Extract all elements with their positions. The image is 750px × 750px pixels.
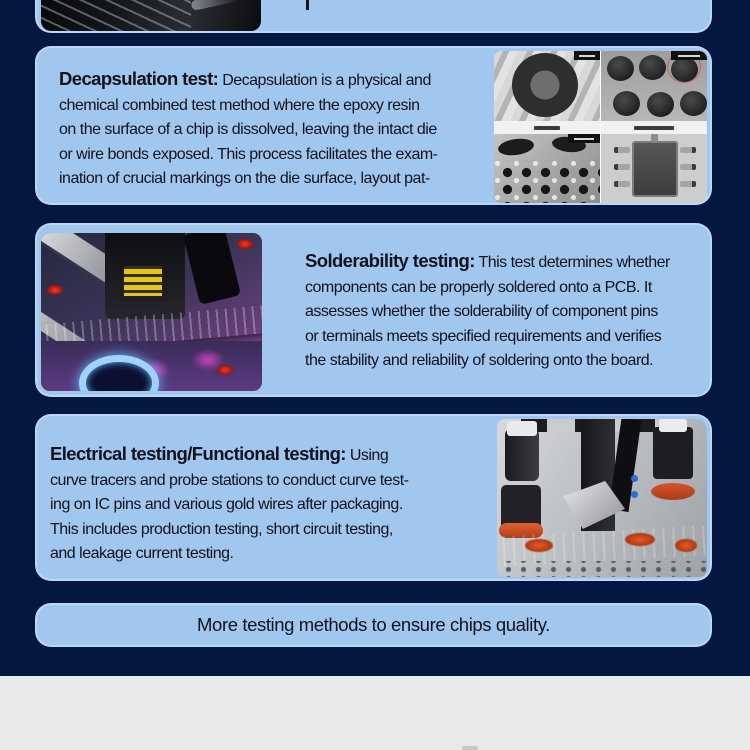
corner-tag [671, 51, 707, 60]
electrical-text [50, 442, 500, 567]
blue-dot [631, 475, 638, 482]
section-solderability-testing [35, 223, 712, 397]
orange-disc [651, 483, 695, 500]
dark-ring-shape [512, 53, 578, 117]
decapsulation-text [59, 67, 504, 192]
caption-strip [494, 121, 600, 134]
body-line: the stability and reliability of soldering onto the board. [305, 352, 654, 369]
banner-text: More testing methods to ensure chips quality. [197, 614, 550, 635]
photo-streaks [41, 0, 191, 31]
cut-off-text-remnant [306, 0, 309, 10]
motor-cap [507, 421, 537, 436]
caption-mark [534, 126, 560, 130]
red-blob [675, 539, 697, 552]
solderability-text [305, 249, 710, 374]
hole-dots [494, 160, 600, 204]
corner-tag [568, 134, 600, 143]
solder-ball [607, 56, 634, 81]
motor [505, 429, 539, 481]
body-line: assesses whether the solderability of component pins [305, 303, 658, 320]
electrical-title: Electrical testing/Functional testing: [50, 443, 346, 464]
body-line: curve tracers and probe stations to conduct curve test- [50, 471, 409, 489]
red-light [47, 285, 63, 295]
body-line: ing on IC pins and various gold wires after packaging. [50, 496, 403, 513]
corner-tag [574, 51, 600, 60]
top-card-partial [35, 0, 712, 33]
body-line: components can be properly soldered onto a PCB. It [305, 278, 652, 296]
red-blob [525, 539, 553, 552]
chip-body [632, 141, 678, 197]
section-decapsulation-test [35, 46, 712, 205]
xray-quadrant-chip [601, 134, 707, 204]
body-line: Using [349, 447, 389, 464]
camera-cap [659, 419, 687, 432]
yellow-label [119, 261, 167, 301]
body-line: chemical combined test method where the epoxy resin [59, 96, 420, 114]
body-line: ination of crucial markings on the die surface, layout pat- [59, 170, 430, 187]
decapsulation-xray-photo [494, 51, 707, 204]
chip-pin [651, 134, 658, 142]
red-light [237, 239, 253, 249]
camera-unit [653, 427, 693, 479]
chip-pin [614, 147, 630, 153]
solder-ball [639, 55, 666, 80]
footer-cutoff-mark [462, 746, 478, 750]
body-line: This test determines whether [478, 254, 670, 271]
red-blob [625, 533, 655, 546]
dark-blob [497, 137, 535, 158]
xray-quadrant-ring [494, 51, 600, 121]
chip-pin [680, 164, 696, 170]
solder-ball [647, 92, 674, 117]
machine-arm [183, 233, 241, 305]
body-line: or terminals meets specified requirements and verifies [305, 327, 662, 345]
body-line: and leakage current testing. [50, 545, 234, 562]
body-line: on the surface of a chip is dissolved, leaving the intact die [59, 121, 437, 138]
chip-pin [614, 164, 630, 170]
dark-machine-photo [41, 0, 261, 31]
electrical-photo [497, 419, 707, 577]
xray-quadrant-balls [601, 51, 707, 121]
body-line: This includes production testing, short circuit testing, [50, 520, 393, 538]
page-footer [0, 676, 750, 750]
section-electrical-functional-testing [35, 414, 712, 581]
solderability-title: Solderability testing: [305, 250, 475, 271]
xray-quadrant-holes [494, 134, 600, 204]
chip-pin [680, 147, 696, 153]
decapsulation-title: Decapsulation test: [59, 68, 219, 89]
photo-glint [190, 0, 239, 11]
body-line: Decapsulation is a physical and [222, 72, 431, 89]
body-line: or wire bonds exposed. This process facilitates the exam- [59, 145, 438, 163]
red-light [217, 365, 233, 375]
more-methods-banner [35, 603, 712, 647]
chip-pin [614, 181, 630, 187]
solder-ball [613, 91, 640, 116]
blue-dot [631, 491, 638, 498]
chip-pin [680, 181, 696, 187]
conveyor-rail [497, 561, 707, 577]
caption-mark [634, 126, 674, 130]
caption-strip [601, 121, 707, 134]
solderability-photo [41, 233, 262, 391]
solder-ball [680, 91, 707, 116]
